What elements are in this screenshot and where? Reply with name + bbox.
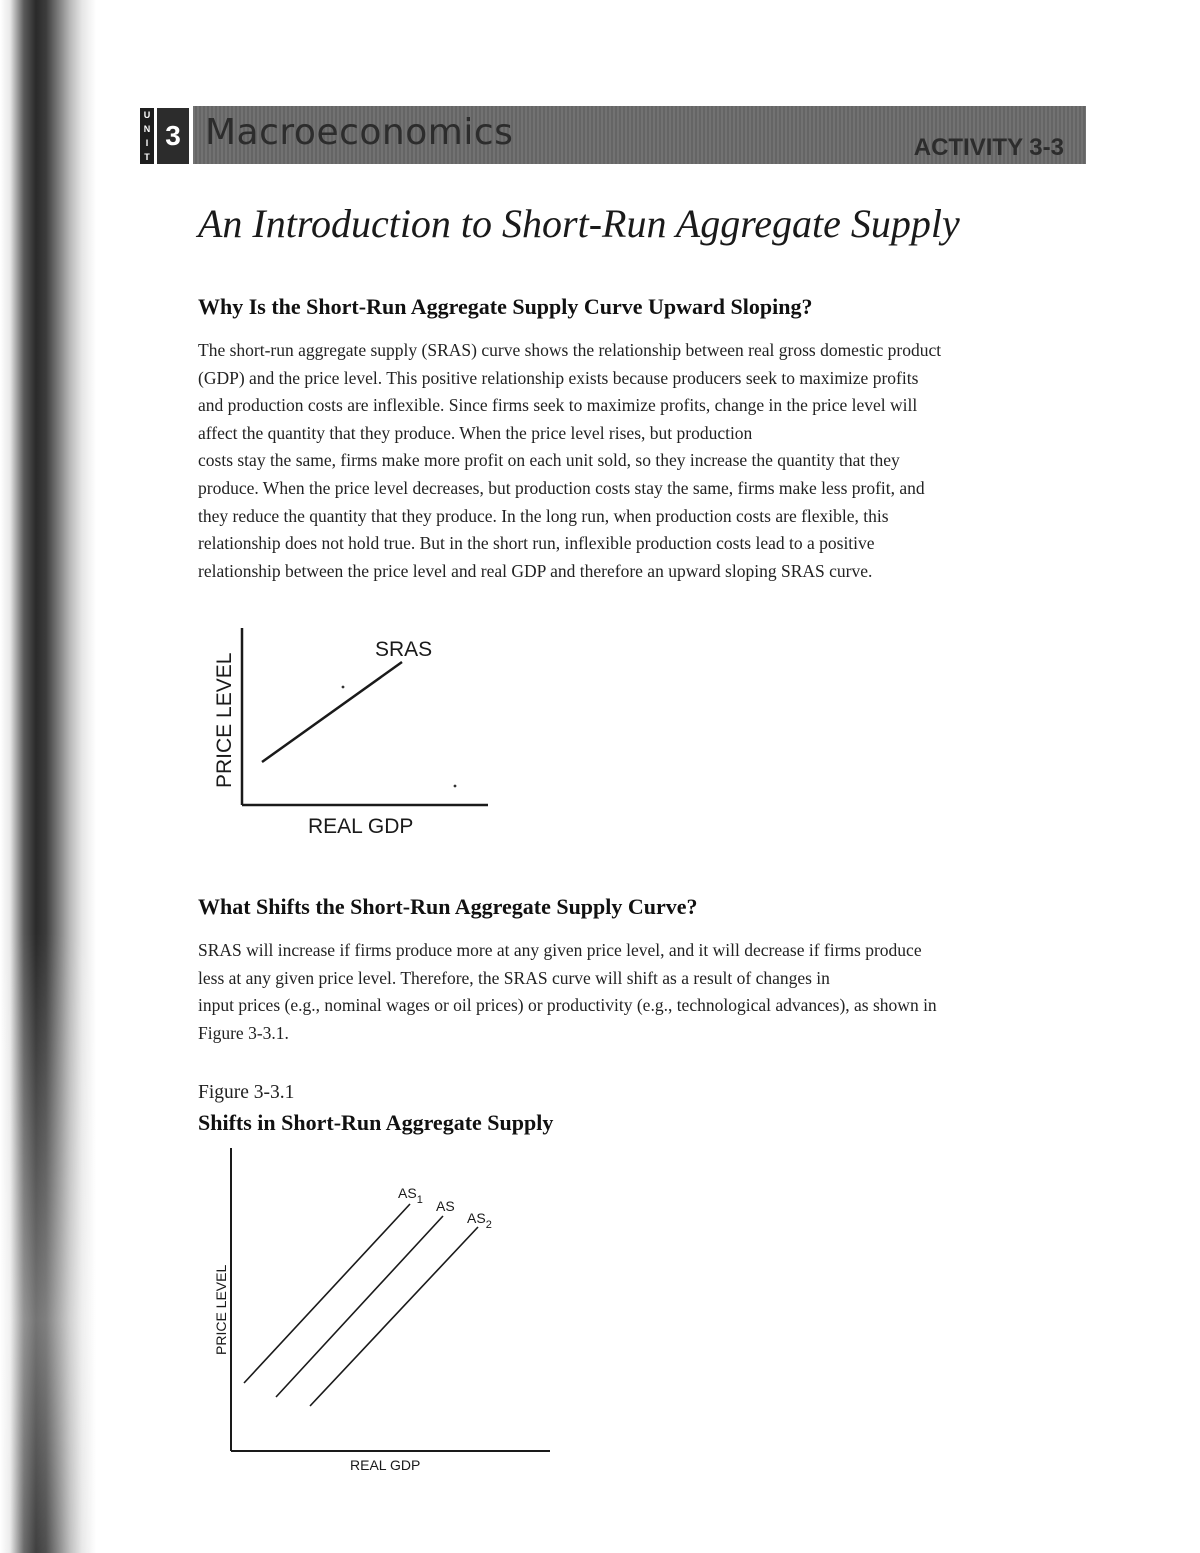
as2-label-subscript: 2: [485, 1219, 492, 1231]
text-line: relationship does not hold true. But in the short run, inflexible production costs lead to a positive: [198, 533, 875, 554]
text-line: (GDP) and the price level. This positive relationship exists because producers seek to maximize profits: [198, 367, 919, 388]
unit-letter: T: [144, 152, 150, 162]
unit-letter: N: [143, 124, 151, 134]
as1-label: [398, 1185, 423, 1206]
sras-curve: [262, 662, 402, 762]
as-label: [436, 1198, 455, 1214]
text-line: less at any given price level. Therefore, the SRAS curve will shift as a result of changes in: [198, 967, 830, 988]
text-line: costs stay the same, firms make more profit on each unit sold, so they increase the quantity that they: [198, 450, 900, 471]
as-curve: [276, 1216, 443, 1397]
as2-label-base: AS: [467, 1210, 486, 1226]
text-line: SRAS will increase if firms produce more at any given price level, and it will decrease if firms produce: [198, 940, 922, 960]
text-line: affect the quantity that they produce. When the price level rises, but production: [198, 422, 753, 443]
paragraph-sras-explanation: [198, 337, 1078, 585]
text-line: produce. When the price level decreases, but production costs stay the same, firms make less profit, and: [198, 477, 925, 498]
as1-label-base: AS: [398, 1185, 417, 1201]
as-label-base: AS: [436, 1198, 455, 1214]
section-title: Macroeconomics: [205, 112, 514, 153]
text-line: they reduce the quantity that they produce. In the long run, when production costs are flexible, this: [198, 505, 889, 526]
sras-label: SRAS: [375, 638, 433, 661]
unit-number: 3: [157, 108, 189, 164]
text-line: Figure 3-3.1.: [198, 1022, 289, 1043]
section-heading-upward-sloping: Why Is the Short-Run Aggregate Supply Curve Upward Sloping?: [198, 294, 813, 319]
text-line: The short-run aggregate supply (SRAS) curve shows the relationship between real gross domestic product: [198, 340, 942, 360]
scan-speck: [342, 686, 345, 689]
activity-label: ACTIVITY 3-3: [913, 134, 1064, 161]
y-axis-label: PRICE LEVEL: [213, 652, 236, 788]
spine-fade: [0, 0, 96, 1553]
header-bar: [193, 106, 1086, 164]
figure-title: Shifts in Short-Run Aggregate Supply: [198, 1110, 554, 1135]
shifts-diagram: [205, 1145, 560, 1475]
as1-label-subscript: 1: [416, 1194, 423, 1206]
as1-curve: [244, 1204, 410, 1383]
text-line: relationship between the price level and real GDP and therefore an upward sloping SRAS curve.: [198, 560, 873, 581]
paragraph-shift-explanation: [198, 937, 1078, 1047]
x-axis-label: REAL GDP: [350, 1457, 421, 1473]
section-heading-shifts: What Shifts the Short-Run Aggregate Supply Curve?: [198, 894, 698, 919]
sras-diagram: [200, 620, 500, 850]
unit-letter: U: [143, 110, 151, 120]
as2-label: [467, 1210, 492, 1231]
scan-speck: [454, 785, 457, 788]
y-axis-label: PRICE LEVEL: [213, 1264, 229, 1355]
figure-number: Figure 3-3.1: [198, 1082, 295, 1103]
x-axis-label: REAL GDP: [308, 815, 414, 838]
as2-curve: [310, 1227, 478, 1406]
unit-letter: I: [145, 138, 149, 148]
text-line: and production costs are inflexible. Since firms seek to maximize profits, change in the price level will: [198, 395, 918, 416]
text-line: input prices (e.g., nominal wages or oil prices) or productivity (e.g., technological advances), as shown in: [198, 995, 937, 1016]
page-title: An Introduction to Short-Run Aggregate Supply: [198, 201, 960, 246]
unit-tab: [140, 108, 154, 164]
